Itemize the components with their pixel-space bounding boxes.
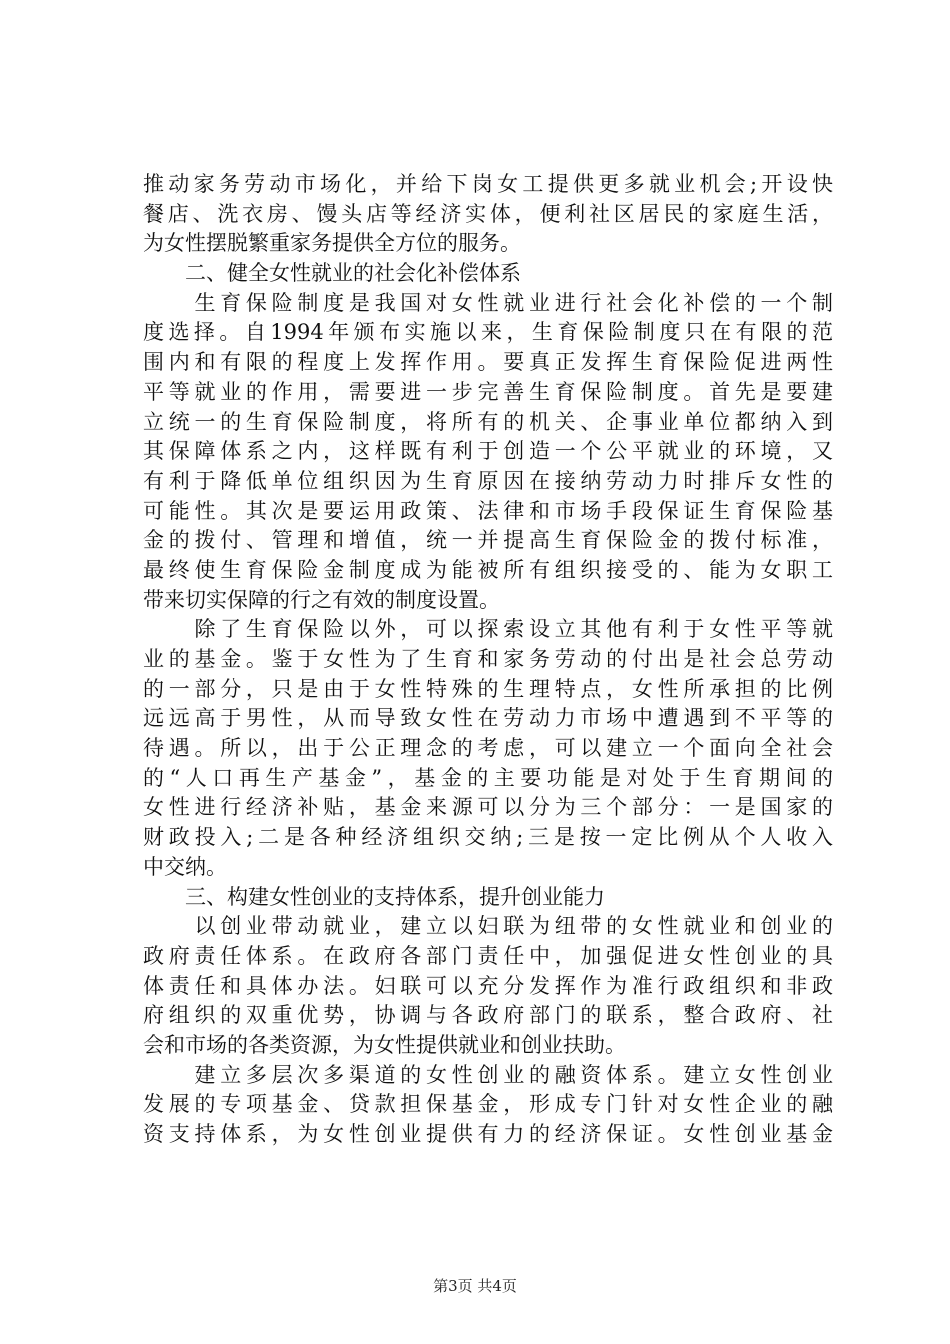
text-line: 政府责任体系。在政府各部门责任中，加强促进女性创业的具 xyxy=(143,943,833,968)
text-line: 带来切实保障的行之有效的制度设置。 xyxy=(143,587,500,612)
text-line: 为女性摆脱繁重家务提供全方位的服务。 xyxy=(143,231,521,256)
section-heading: 三、构建女性创业的支持体系，提升创业能力 xyxy=(143,884,605,909)
text-line: 远远高于男性，从而导致女性在劳动力市场中遭遇到不平等的 xyxy=(143,706,833,731)
text-line: 平等就业的作用，需要进一步完善生育保险制度。首先是要建 xyxy=(143,379,833,404)
text-line: 资支持体系，为女性创业提供有力的经济保证。女性创业基金 xyxy=(143,1122,833,1146)
text-line: 推动家务劳动市场化，并给下岗女工提供更多就业机会;开设快 xyxy=(143,172,833,196)
text-line: 金的拨付、管理和增值，统一并提高生育保险金的拨付标准， xyxy=(143,528,833,553)
text-line: 待遇。所以，出于公正理念的考虑，可以建立一个面向全社会 xyxy=(143,736,833,761)
text-line: 最终使生育保险金制度成为能被所有组织接受的、能为女职工 xyxy=(143,557,833,582)
document-body xyxy=(143,170,833,1150)
text-line: 财政投入;二是各种经济组织交纳;三是按一定比例从个人收入 xyxy=(143,825,833,850)
text-line: 府组织的双重优势，协调与各政府部门的联系，整合政府、社 xyxy=(143,1003,833,1028)
text-line: 围内和有限的程度上发挥作用。要真正发挥生育保险促进两性 xyxy=(143,350,833,375)
text-line: 体责任和具体办法。妇联可以充分发挥作为准行政组织和非政 xyxy=(143,973,833,998)
text-line: 有利于降低单位组织因为生育原因在接纳劳动力时排斥女性的 xyxy=(143,468,833,493)
text-line: 中交纳。 xyxy=(143,854,227,879)
text-line: 建立多层次多渠道的女性创业的融资体系。建立女性创业 xyxy=(143,1062,833,1087)
text-line: 会和市场的各类资源，为女性提供就业和创业扶助。 xyxy=(143,1032,626,1057)
text-line: 其保障体系之内，这样既有利于创造一个公平就业的环境，又 xyxy=(143,439,833,464)
page-number-footer: 第3页 共4页 xyxy=(433,1277,517,1295)
text-line: 的“人口再生产基金”，基金的主要功能是对处于生育期间的 xyxy=(143,765,833,790)
text-line: 发展的专项基金、贷款担保基金，形成专门针对女性企业的融 xyxy=(143,1092,833,1117)
text-line: 以创业带动就业，建立以妇联为纽带的女性就业和创业的 xyxy=(143,914,833,939)
text-line: 餐店、洗衣房、馒头店等经济实体，便利社区居民的家庭生活， xyxy=(143,201,833,226)
section-heading: 二、健全女性就业的社会化补偿体系 xyxy=(143,261,521,286)
text-line: 业的基金。鉴于女性为了生育和家务劳动的付出是社会总劳动 xyxy=(143,647,833,671)
text-line: 度选择。自1994年颁布实施以来，生育保险制度只在有限的范 xyxy=(143,320,833,345)
text-line: 立统一的生育保险制度，将所有的机关、企事业单位都纳入到 xyxy=(143,409,833,434)
text-line: 可能性。其次是要运用政策、法律和市场手段保证生育保险基 xyxy=(143,498,833,523)
text-line: 女性进行经济补贴，基金来源可以分为三个部分：一是国家的 xyxy=(143,795,833,820)
text-line: 的一部分，只是由于女性特殊的生理特点，女性所承担的比例 xyxy=(143,676,833,701)
text-line: 除了生育保险以外，可以探索设立其他有利于女性平等就 xyxy=(143,617,833,642)
text-line: 生育保险制度是我国对女性就业进行社会化补偿的一个制 xyxy=(143,290,833,315)
